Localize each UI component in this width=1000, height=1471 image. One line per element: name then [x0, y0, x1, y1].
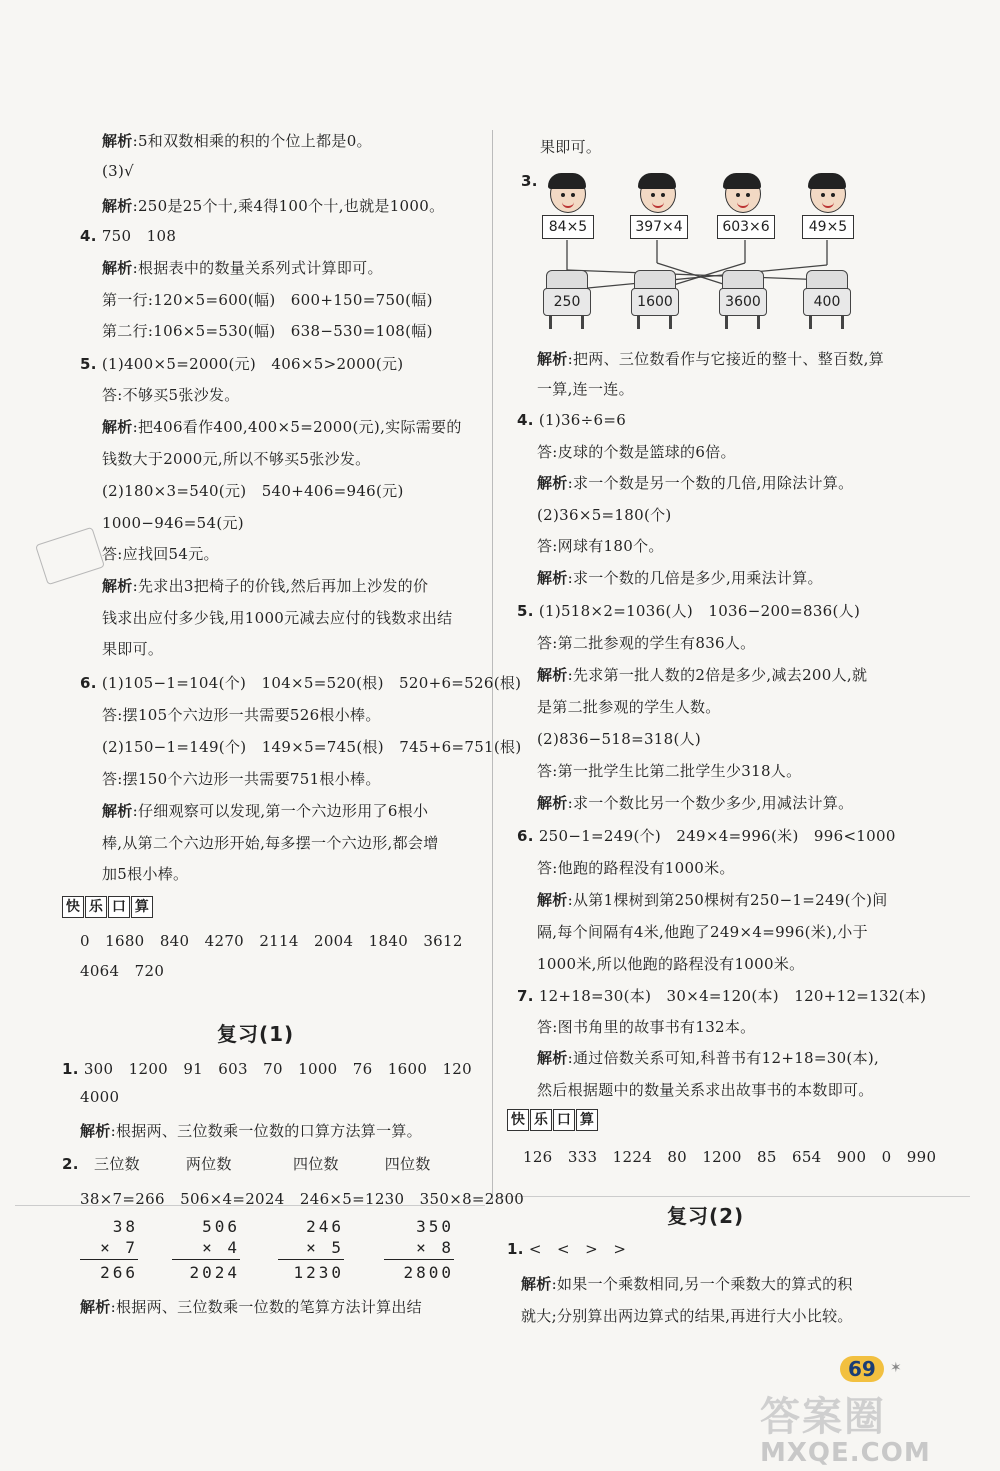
chair-price: 250 [543, 288, 591, 316]
analysis-line: 解析:根据两、三位数乘一位数的口算方法算一算。 [80, 1122, 422, 1140]
review-2-heading: 复习(2) [667, 1204, 745, 1228]
vc-result: 2800 [403, 1263, 454, 1282]
calc-line: 第一行:120×5=600(幅) 600+150=750(幅) [102, 291, 433, 309]
question-4: 4. 750 108 [80, 227, 177, 245]
analysis-line: 解析:把两、三位数看作与它接近的整十、整百数,算 [537, 350, 885, 368]
text-line: 加5根小棒。 [102, 865, 189, 883]
question-5: 5. (1)400×5=2000(元) 406×5>2000(元) [80, 355, 404, 373]
answer-line: 答:应找回54元。 [102, 545, 219, 563]
calc-line: (2)36×5=180(个) [537, 506, 672, 524]
vc-top: 350 [416, 1217, 454, 1236]
analysis-line: 解析:5和双数相乘的积的个位上都是0。 [102, 132, 372, 150]
chair-figure [803, 270, 851, 330]
text-line: 然后根据题中的数量关系求出故事书的本数即可。 [537, 1081, 874, 1099]
analysis-line: 解析:仔细观察可以发现,第一个六边形用了6根小 [102, 802, 429, 820]
question-5: 5. (1)518×2=1036(人) 1036−200=836(人) [517, 602, 861, 620]
analysis-line: 解析:250是25个十,乘4得100个十,也就是1000。 [102, 197, 445, 215]
watermark-title: 答案圈 [760, 1394, 886, 1440]
stamp-mark [35, 527, 105, 585]
answer-line: 答:网球有180个。 [537, 537, 664, 555]
analysis-line: 解析:从第1棵树到第250棵树有250−1=249(个)间 [537, 891, 888, 909]
expression-card: 84×5 [542, 215, 594, 239]
oral-answers: 0 1680 840 4270 2114 2004 1840 3612 [80, 932, 463, 950]
question-6: 6. 250−1=249(个) 249×4=996(米) 996<1000 [517, 827, 896, 845]
review-1-heading: 复习(1) [217, 1022, 295, 1046]
chair-price: 1600 [631, 288, 679, 316]
expression-card: 603×6 [717, 215, 775, 239]
calc-line: (2)150−1=149(个) 149×5=745(根) 745+6=751(根) [102, 738, 522, 756]
vc-result: 1230 [293, 1263, 344, 1282]
question-4: 4. (1)36÷6=6 [517, 411, 627, 429]
text-line: 棒,从第二个六边形开始,每多摆一个六边形,都会增 [102, 834, 439, 852]
analysis-line: 解析:求一个数是另一个数的几倍,用除法计算。 [537, 474, 854, 492]
tag-char: 乐 [530, 1109, 552, 1131]
oral-answers: 126 333 1224 80 1200 85 654 900 0 990 [523, 1148, 937, 1166]
analysis-line: 解析:通过倍数关系可知,科普书有12+18=30(本), [537, 1049, 880, 1067]
review-q1-cont: 4000 [80, 1088, 120, 1106]
calc-line: (2)180×3=540(元) 540+406=946(元) [102, 482, 404, 500]
vertical-calc-3 [278, 1216, 344, 1283]
chair-figure [631, 270, 679, 330]
answer-line: (3)√ [102, 162, 135, 180]
analysis-line: 解析:先求出3把椅子的价钱,然后再加上沙发的价 [102, 577, 429, 595]
analysis-line: 解析:先求第一批人数的2倍是多少,减去200人,就 [537, 666, 868, 684]
text-line: 钱求出应付多少钱,用1000元减去应付的钱数求出结 [102, 609, 453, 627]
text-line: 果即可。 [540, 138, 602, 156]
vc-top: 506 [202, 1217, 240, 1236]
vertical-calc-2 [172, 1216, 240, 1283]
tag-char: 算 [131, 896, 153, 918]
answer-line: 答:皮球的个数是篮球的6倍。 [537, 443, 736, 461]
tag-char: 算 [576, 1109, 598, 1131]
text-line: 就大;分别算出两边算式的结果,再进行大小比较。 [521, 1307, 853, 1325]
review-q1: 1. 300 1200 91 603 70 1000 76 1600 120 [62, 1060, 472, 1078]
answer-line: 答:不够买5张沙发。 [102, 386, 240, 404]
calc-line: (2)836−518=318(人) [537, 730, 702, 748]
vc-mult: × 5 [306, 1238, 344, 1257]
vc-mult: × 8 [416, 1238, 454, 1257]
expression-card: 397×4 [630, 215, 688, 239]
text-line: 隔,每个间隔有4米,他跑了249×4=996(米),小于 [537, 923, 868, 941]
oral-answers: 4064 720 [80, 962, 165, 980]
text-line: 果即可。 [102, 640, 164, 658]
text-line: 1000米,所以他跑的路程没有1000米。 [537, 955, 805, 973]
answer-line: 答:图书角里的故事书有132本。 [537, 1018, 756, 1036]
analysis-line: 解析:根据表中的数量关系列式计算即可。 [102, 259, 383, 277]
answer-line: 答:他跑的路程没有1000米。 [537, 859, 735, 877]
kuaile-kousuan-tag [507, 1108, 599, 1131]
analysis-line: 解析:求一个数的几倍是多少,用乘法计算。 [537, 569, 823, 587]
vertical-calc-1 [80, 1216, 138, 1283]
analysis-line: 解析:如果一个乘数相同,另一个乘数大的算式的积 [521, 1275, 853, 1293]
watermark-url: MXQE.COM [760, 1438, 931, 1468]
chair-price: 400 [803, 288, 851, 316]
section-rule-right [500, 1196, 970, 1197]
answer-line: 答:第一批学生比第二批学生少318人。 [537, 762, 802, 780]
tag-char: 乐 [85, 896, 107, 918]
page-number: 69 [840, 1356, 884, 1382]
analysis-line: 解析:根据两、三位数乘一位数的笔算方法计算出结 [80, 1298, 422, 1316]
answer-line: 答:摆105个六边形一共需要526根小棒。 [102, 706, 381, 724]
column-divider [492, 130, 493, 1200]
question-6: 6. (1)105−1=104(个) 104×5=520(根) 520+6=526(根) [80, 674, 522, 692]
vc-top: 246 [306, 1217, 344, 1236]
kuaile-kousuan-tag [62, 895, 154, 918]
child-figure [542, 175, 592, 219]
expression-card: 49×5 [802, 215, 854, 239]
matching-figure [537, 175, 877, 335]
question-3-num: 3. [521, 172, 538, 190]
child-figure [717, 175, 767, 219]
review-q2-eqs: 38×7=266 506×4=2024 246×5=1230 350×8=2800 [80, 1190, 525, 1208]
tag-char: 口 [108, 896, 130, 918]
tag-char: 快 [62, 896, 84, 918]
chair-price: 3600 [719, 288, 767, 316]
child-figure [802, 175, 852, 219]
vc-top: 38 [112, 1217, 138, 1236]
child-figure [632, 175, 682, 219]
chair-figure [543, 270, 591, 330]
answer-line: 答:摆150个六边形一共需要751根小棒。 [102, 770, 381, 788]
vc-result: 2024 [189, 1263, 240, 1282]
watermark [760, 1385, 990, 1468]
review-q1: 1. < < > > [507, 1240, 627, 1258]
tag-char: 快 [507, 1109, 529, 1131]
calc-line: 1000−946=54(元) [102, 514, 244, 532]
vc-mult: × 4 [202, 1238, 240, 1257]
text-line: 是第二批参观的学生人数。 [537, 698, 721, 716]
star-icon: ✶ [890, 1360, 902, 1376]
question-7: 7. 12+18=30(本) 30×4=120(本) 120+12=132(本) [517, 987, 927, 1005]
text-line: 钱数大于2000元,所以不够买5张沙发。 [102, 450, 371, 468]
answer-line: 答:第二批参观的学生有836人。 [537, 634, 756, 652]
vertical-calc-4 [384, 1216, 454, 1283]
analysis-line: 解析:求一个数比另一个数少多少,用减法计算。 [537, 794, 854, 812]
review-q2: 2. 三位数 两位数 四位数 四位数 [62, 1155, 431, 1173]
analysis-line: 解析:把406看作400,400×5=2000(元),实际需要的 [102, 418, 462, 436]
calc-line: 第二行:106×5=530(幅) 638−530=108(幅) [102, 322, 433, 340]
chair-figure [719, 270, 767, 330]
tag-char: 口 [553, 1109, 575, 1131]
vc-mult: × 7 [100, 1238, 138, 1257]
text-line: 一算,连一连。 [537, 380, 634, 398]
vc-result: 266 [100, 1263, 138, 1282]
